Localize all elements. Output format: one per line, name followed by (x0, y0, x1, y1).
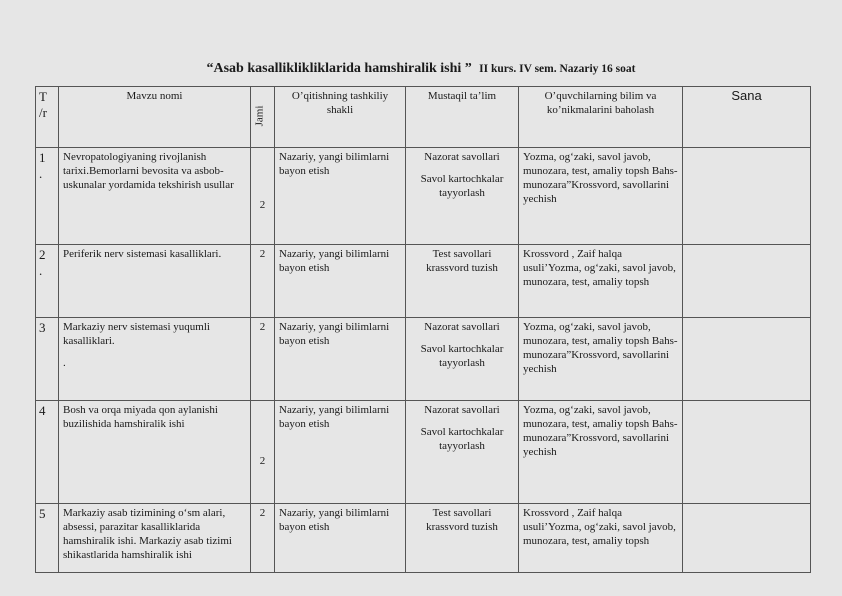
row-topic: Markaziy nerv sistemasi yuqumli kasalliklari. . (59, 318, 251, 401)
table-row (36, 504, 811, 573)
row-date (683, 245, 811, 318)
header-topic: Mavzu nomi (59, 87, 251, 148)
row-assessment: Yozma, og‘zaki, savol javob, munozara, test, amaliy topsh Bahs-munozara”Krossvord, savollarini yechish (519, 401, 683, 504)
row-form: Nazariy, yangi bilimlarni bayon etish (275, 245, 406, 318)
header-form: O’qitishning tashkiliy shakli (275, 87, 406, 148)
header-date: Sana (683, 87, 811, 148)
row-number: 3 (36, 318, 59, 401)
row-assessment: Yozma, og‘zaki, savol javob, munozara, test, amaliy topsh Bahs-munozara”Krossvord, savollarini yechish (519, 318, 683, 401)
row-form: Nazariy, yangi bilimlarni bayon etish (275, 318, 406, 401)
row-topic: Bosh va orqa miyada qon aylanishi buzilishida hamshiralik ishi (59, 401, 251, 504)
row-hours: 2 (251, 318, 275, 401)
row-assessment: Yozma, og‘zaki, savol javob, munozara, test, amaliy topsh Bahs-munozara”Krossvord, savollarini yechish (519, 148, 683, 245)
curriculum-table (35, 86, 811, 573)
row-assessment: Krossvord , Zaif halqa usuli’Yozma, og‘zaki, savol javob, munozara, test, amaliy topsh (519, 504, 683, 573)
row-number: 5 (36, 504, 59, 573)
row-hours: 2 (251, 245, 275, 318)
header-number (36, 87, 59, 148)
row-date (683, 401, 811, 504)
table-row (36, 148, 811, 245)
title-main: “Asab kasalliklikliklarida hamshiralik ishi ” (206, 61, 472, 76)
header-assessment: O’quvchilarning bilim va ko’nikmalarini baholash (519, 87, 683, 148)
header-number-top: T (39, 89, 47, 104)
header-total (251, 87, 275, 148)
row-assessment: Krossvord , Zaif halqa usuli’Yozma, og‘zaki, savol javob, munozara, test, amaliy topsh (519, 245, 683, 318)
row-form: Nazariy, yangi bilimlarni bayon etish (275, 401, 406, 504)
row-topic: Nevropatologiyaning rivojlanish tarixi.Bemorlarni bevosita va asbob-uskunalar yordamida tekshirish usullar (59, 148, 251, 245)
row-form: Nazariy, yangi bilimlarni bayon etish (275, 504, 406, 573)
row-form: Nazariy, yangi bilimlarni bayon etish (275, 148, 406, 245)
table-header-row (36, 87, 811, 148)
row-self-study: Nazorat savollari Savol kartochkalar tayyorlash (406, 318, 519, 401)
row-hours: 2 (251, 401, 275, 504)
table-row (36, 318, 811, 401)
row-number: 4 (36, 401, 59, 504)
row-topic: Periferik nerv sistemasi kasalliklari. (59, 245, 251, 318)
row-hours: 2 (251, 504, 275, 573)
title-sub: II kurs. IV sem. Nazariy 16 soat (479, 63, 636, 75)
row-self-study: Nazorat savollari Savol kartochkalar tayyorlash (406, 401, 519, 504)
row-date (683, 148, 811, 245)
row-self-study: Test savollari krassvord tuzish (406, 504, 519, 573)
row-date (683, 504, 811, 573)
row-self-study: Test savollari krassvord tuzish (406, 245, 519, 318)
document-title (0, 60, 842, 77)
table-row (36, 401, 811, 504)
header-self-study: Mustaqil ta’lim (406, 87, 519, 148)
header-number-bottom: /r (39, 105, 47, 120)
header-total-label: Jami (253, 105, 266, 127)
row-self-study: Nazorat savollari Savol kartochkalar tayyorlash (406, 148, 519, 245)
table-row (36, 245, 811, 318)
row-number: 1 . (36, 148, 59, 245)
row-date (683, 318, 811, 401)
row-topic: Markaziy asab tizimining o‘sm alari, absessi, parazitar kasalliklarida hamshiralik ishi. Markaziy asab tizimi shikastlarida hamshiralik ishi (59, 504, 251, 573)
row-number: 2 . (36, 245, 59, 318)
row-hours: 2 (251, 148, 275, 245)
